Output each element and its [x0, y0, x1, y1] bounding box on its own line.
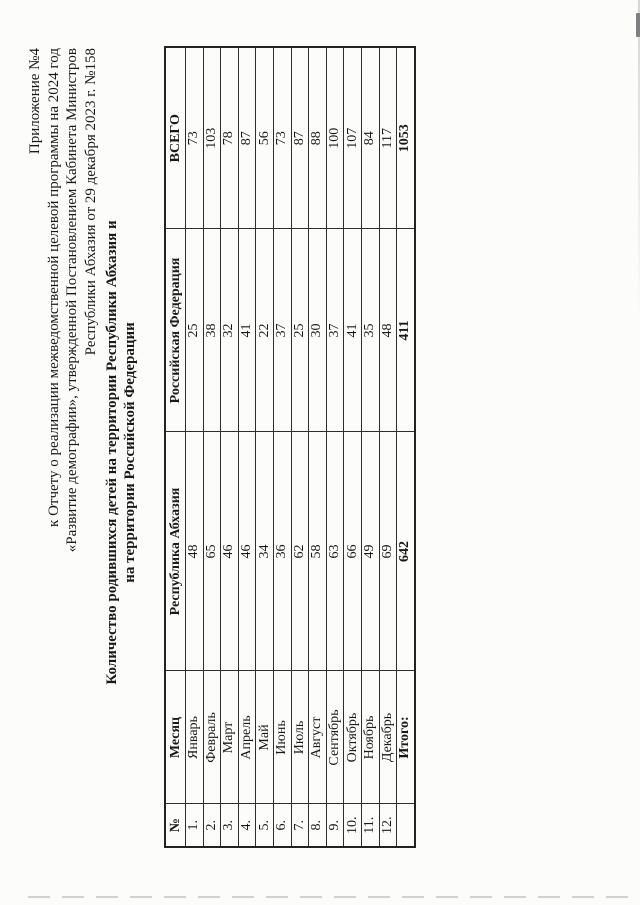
russia-count-cell: 41 — [344, 229, 362, 432]
russia-count-cell: 25 — [291, 229, 309, 432]
russia-count-cell: 48 — [379, 229, 397, 432]
table-row — [291, 47, 309, 847]
month-cell: Июль — [291, 671, 309, 804]
table-row — [256, 47, 274, 847]
row-number-cell: 2. — [203, 804, 221, 847]
abkhazia-count-cell: 46 — [221, 432, 239, 671]
table-row — [379, 47, 397, 847]
title-line-1: Количество родившихся детей на территории Республики Абхазия и — [104, 220, 120, 685]
row-number-cell: 9. — [326, 804, 344, 847]
abkhazia-count-cell: 62 — [291, 432, 309, 671]
total-count-cell: 87 — [291, 47, 309, 229]
russia-count-cell: 41 — [238, 229, 256, 432]
month-cell: Май — [256, 671, 274, 804]
row-number-cell: 10. — [344, 804, 362, 847]
totals-russia-cell: 411 — [397, 229, 415, 432]
col-header-russia: Российская Федерация — [165, 229, 186, 432]
header-line-4: Республики Абхазия от 29 декабря 2023 г. №158 — [82, 48, 99, 356]
total-count-cell: 100 — [326, 47, 344, 229]
abkhazia-count-cell: 49 — [361, 432, 379, 671]
table-row — [361, 47, 379, 847]
totals-row — [397, 47, 415, 847]
abkhazia-count-cell: 58 — [309, 432, 327, 671]
russia-count-cell: 30 — [309, 229, 327, 432]
abkhazia-count-cell: 66 — [344, 432, 362, 671]
scan-bottom-artifact-line — [28, 896, 636, 898]
month-cell: Октябрь — [344, 671, 362, 804]
abkhazia-count-cell: 34 — [256, 432, 274, 671]
abkhazia-count-cell: 69 — [379, 432, 397, 671]
abkhazia-count-cell: 36 — [273, 432, 291, 671]
table-row — [326, 47, 344, 847]
col-header-num: № — [165, 804, 186, 847]
russia-count-cell: 25 — [186, 229, 204, 432]
header-line-2: к Отчету о реализации межведомственной целевой программы на 2024 год — [45, 48, 62, 527]
row-number-cell: 7. — [291, 804, 309, 847]
appendix-header-block — [26, 48, 100, 552]
russia-count-cell: 32 — [221, 229, 239, 432]
month-cell: Апрель — [238, 671, 256, 804]
total-count-cell: 103 — [203, 47, 221, 229]
total-count-cell: 117 — [379, 47, 397, 229]
totals-abkhazia-cell: 642 — [397, 432, 415, 671]
row-number-cell: 4. — [238, 804, 256, 847]
total-count-cell: 73 — [273, 47, 291, 229]
russia-count-cell: 37 — [326, 229, 344, 432]
col-header-abkhazia: Республика Абхазия — [165, 432, 186, 671]
total-count-cell: 88 — [309, 47, 327, 229]
row-number-cell: 1. — [186, 804, 204, 847]
month-cell: Декабрь — [379, 671, 397, 804]
abkhazia-count-cell: 63 — [326, 432, 344, 671]
table-row — [309, 47, 327, 847]
table-row — [238, 47, 256, 847]
scan-edge-smudge — [636, 13, 640, 37]
total-count-cell: 56 — [256, 47, 274, 229]
row-number-cell: 8. — [309, 804, 327, 847]
total-count-cell: 84 — [361, 47, 379, 229]
document-title — [103, 0, 139, 905]
row-number-cell: 3. — [221, 804, 239, 847]
table-row — [344, 47, 362, 847]
title-line-2: на территории Российской Федерации — [122, 322, 138, 583]
totals-empty-cell — [397, 804, 415, 847]
month-cell: Сентябрь — [326, 671, 344, 804]
russia-count-cell: 22 — [256, 229, 274, 432]
total-count-cell: 78 — [221, 47, 239, 229]
abkhazia-count-cell: 65 — [203, 432, 221, 671]
month-cell: Ноябрь — [361, 671, 379, 804]
total-count-cell: 73 — [186, 47, 204, 229]
table-row — [203, 47, 221, 847]
month-cell: Февраль — [203, 671, 221, 804]
table-header-row — [165, 47, 186, 847]
total-count-cell: 107 — [344, 47, 362, 229]
row-number-cell: 5. — [256, 804, 274, 847]
month-cell: Январь — [186, 671, 204, 804]
abkhazia-count-cell: 46 — [238, 432, 256, 671]
totals-label-cell: Итого: — [397, 671, 415, 804]
month-cell: Август — [309, 671, 327, 804]
births-by-month-table — [164, 46, 416, 848]
month-cell: Июнь — [273, 671, 291, 804]
abkhazia-count-cell: 48 — [186, 432, 204, 671]
header-line-1: Приложение №4 — [27, 48, 43, 155]
russia-count-cell: 38 — [203, 229, 221, 432]
col-header-month: Месяц — [165, 671, 186, 804]
total-count-cell: 87 — [238, 47, 256, 229]
table-row — [273, 47, 291, 847]
col-header-total: ВСЕГО — [165, 47, 186, 229]
row-number-cell: 12. — [379, 804, 397, 847]
russia-count-cell: 35 — [361, 229, 379, 432]
row-number-cell: 11. — [361, 804, 379, 847]
month-cell: Март — [221, 671, 239, 804]
russia-count-cell: 37 — [273, 229, 291, 432]
header-line-3: «Развитие демографии», утвержденной Постановлением Кабинета Министров — [64, 48, 81, 553]
totals-total-cell: 1053 — [397, 47, 415, 229]
table-row — [186, 47, 204, 847]
table-row — [221, 47, 239, 847]
row-number-cell: 6. — [273, 804, 291, 847]
